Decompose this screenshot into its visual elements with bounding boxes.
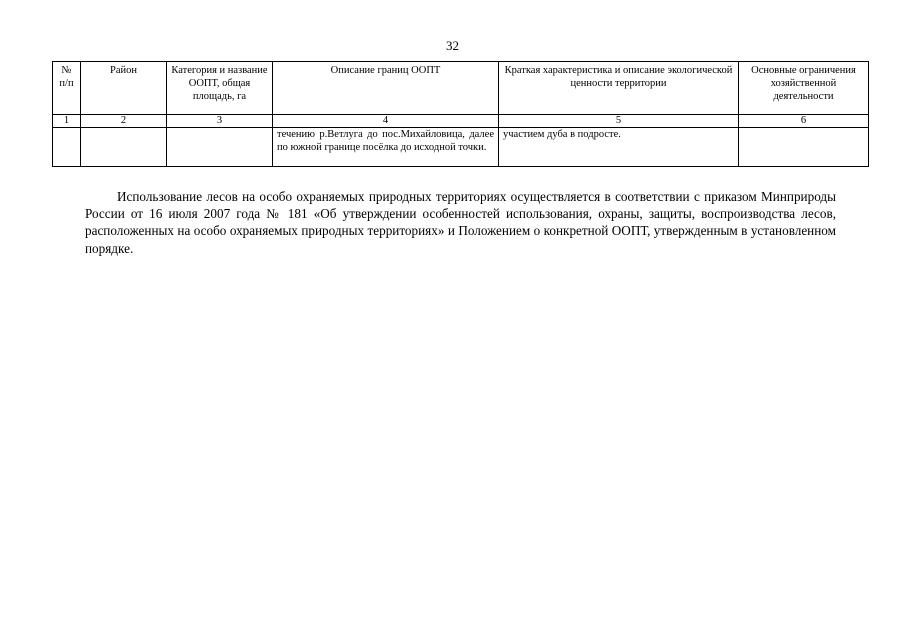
column-number: 3 — [167, 115, 273, 128]
column-number: 2 — [81, 115, 167, 128]
column-number: 4 — [273, 115, 499, 128]
column-number-row — [53, 115, 869, 128]
table-row — [53, 128, 869, 167]
cell-district — [81, 128, 167, 167]
table-header-row — [53, 62, 869, 115]
cell-restrictions — [739, 128, 869, 167]
header-category: Категория и название ООПТ, общая площадь, га — [167, 62, 273, 115]
column-number: 5 — [499, 115, 739, 128]
column-number: 6 — [739, 115, 869, 128]
header-number: № п/п — [53, 62, 81, 115]
body-paragraph: Использование лесов на особо охраняемых природных территориях осуществляется в соответствии с приказом Минприроды России от 16 июля 2007 года № 181 «Об утверждении особенностей использования, охраны, защиты, воспроизводства лесов, расположенных на особо охраняемых природных территориях» и Положением о конкретной ООПТ, утвержденным в установленном порядке. — [85, 189, 836, 256]
page-number: 32 — [446, 38, 459, 53]
cell-characteristics: участием дуба в подросте. — [499, 128, 739, 167]
cell-boundaries: течению р.Ветлуга до пос.Михайловица, далее по южной границе посёлка до исходной точки. — [273, 128, 499, 167]
header-district: Район — [81, 62, 167, 115]
column-number: 1 — [53, 115, 81, 128]
cell-category — [167, 128, 273, 167]
oopt-table — [52, 61, 869, 167]
header-boundaries: Описание границ ООПТ — [273, 62, 499, 115]
header-restrictions: Основные ограничения хозяйственной деятельности — [739, 62, 869, 115]
header-characteristics: Краткая характеристика и описание экологической ценности территории — [499, 62, 739, 115]
cell-number — [53, 128, 81, 167]
